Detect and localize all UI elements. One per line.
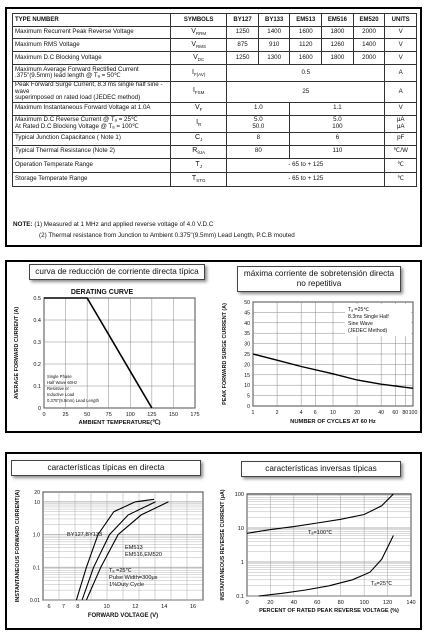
table-row bbox=[13, 102, 417, 115]
unit-cell bbox=[385, 82, 417, 103]
value-cell bbox=[227, 39, 259, 52]
value-cell bbox=[227, 27, 259, 39]
param-cell bbox=[13, 172, 171, 186]
chart-annotation: Pulse Width=300μs bbox=[109, 575, 158, 581]
y-tick-label: 0.1 bbox=[32, 565, 40, 572]
x-tick-label: 7 bbox=[61, 604, 65, 610]
param-text: Storage Temperate Range bbox=[15, 174, 88, 182]
value-cell bbox=[227, 102, 290, 115]
table-row bbox=[13, 65, 417, 82]
param-cell bbox=[13, 82, 171, 103]
value-text: 1.1 bbox=[333, 104, 342, 112]
x-tick-label: 1 bbox=[251, 410, 255, 416]
value-text: 2000 bbox=[362, 28, 376, 36]
y-tick-label: 5 bbox=[247, 393, 250, 400]
y-tick-label: 1 bbox=[240, 560, 244, 566]
x-tick-label: 100 bbox=[408, 410, 418, 416]
value-text: 1600 bbox=[298, 28, 313, 36]
param-text: Operation Temperate Range bbox=[15, 160, 93, 168]
value-cell bbox=[258, 27, 290, 39]
chart-annotation: Half Wave 60Hz bbox=[47, 380, 78, 385]
table-row bbox=[13, 115, 417, 132]
y-tick-label: 0.1 bbox=[33, 384, 41, 390]
value-cell bbox=[322, 52, 354, 65]
x-tick-label: 2 bbox=[275, 410, 279, 416]
symbol-letter: I bbox=[196, 119, 199, 127]
y-tick-label: 35 bbox=[244, 331, 250, 338]
y-tick-label: 15 bbox=[244, 372, 250, 379]
y-tick-label: 20 bbox=[244, 362, 250, 369]
param-text: Maximum D.C Reverse Current @ Tₐ = 25℃ bbox=[15, 116, 138, 123]
unit-cell bbox=[385, 132, 417, 145]
y-tick-label: 0 bbox=[37, 406, 41, 412]
forward-characteristics-chart bbox=[7, 454, 212, 627]
x-tick-label: 125 bbox=[147, 412, 157, 418]
table-header-cell: SYMBOLS bbox=[171, 14, 227, 27]
value-cell bbox=[290, 39, 322, 52]
caption-reverse: características inversas típicas bbox=[241, 461, 401, 477]
x-tick-label: 80 bbox=[402, 410, 409, 416]
value-text: 25 bbox=[302, 87, 310, 95]
symbol-cell bbox=[171, 145, 227, 158]
chart-annotation: Resistive or bbox=[47, 386, 69, 391]
value-cell bbox=[290, 132, 385, 145]
reverse-characteristics-chart bbox=[213, 454, 420, 627]
x-tick-label: 100 bbox=[125, 412, 135, 418]
value-text: 2000 bbox=[362, 53, 376, 61]
y-tick-label: 0.01 bbox=[29, 598, 40, 604]
value-text: 1600 bbox=[298, 53, 313, 61]
series-line bbox=[247, 494, 393, 533]
param-cell bbox=[13, 102, 171, 115]
x-axis-label: NUMBER OF CYCLES AT 60 Hz bbox=[290, 419, 376, 425]
unit-cell bbox=[385, 102, 417, 115]
table-header-cell: UNITS bbox=[385, 14, 417, 27]
value-text: 80 bbox=[254, 147, 262, 155]
symbol-letter: C bbox=[195, 134, 201, 142]
y-axis-label: INSTANTANEOUS REVERSE CURRENT (μA) bbox=[220, 489, 226, 601]
value-text: 1260 bbox=[330, 40, 345, 48]
x-tick-label: 150 bbox=[168, 412, 179, 418]
chart-annotation: Tₐ =25℃ bbox=[109, 568, 132, 574]
symbol-subscript: R bbox=[198, 122, 202, 128]
y-tick-label: 0.3 bbox=[33, 340, 41, 346]
param-text: Maximum D.C Blocking Voltage bbox=[15, 53, 102, 61]
x-tick-label: 12 bbox=[132, 604, 139, 610]
symbol-cell bbox=[171, 27, 227, 39]
derating-surge-panel bbox=[5, 260, 422, 433]
param-cell bbox=[13, 115, 171, 132]
unit-text-2: μA bbox=[396, 122, 405, 130]
x-axis-label: AMBIENT TEMPERATURE(℃) bbox=[78, 420, 161, 426]
unit-cell bbox=[385, 145, 417, 158]
value-cell bbox=[290, 102, 385, 115]
param-text-2: .375"(9.5mm) lead length @ Tₐ = 50℃ bbox=[15, 72, 121, 79]
unit-text: ℃ bbox=[397, 174, 405, 182]
y-tick-label: 1.0 bbox=[32, 532, 40, 539]
table-row bbox=[13, 39, 417, 52]
symbol-letter: R bbox=[192, 147, 198, 155]
value-text: 5.0 bbox=[333, 116, 342, 123]
x-tick-label: 20 bbox=[354, 410, 360, 416]
y-tick-label: 10 bbox=[244, 383, 250, 390]
param-cell bbox=[13, 27, 171, 39]
table-row bbox=[13, 132, 417, 145]
symbol-letter: I bbox=[191, 68, 194, 76]
unit-cell bbox=[385, 172, 417, 186]
param-text-2: At Rated D.C Blocking Voltage @ Tₐ = 100℃ bbox=[15, 122, 139, 130]
x-tick-label: 4 bbox=[299, 410, 303, 416]
unit-cell bbox=[385, 39, 417, 52]
value-text: 8 bbox=[256, 134, 261, 142]
value-cell bbox=[290, 52, 322, 65]
value-cell bbox=[227, 145, 290, 158]
value-cell bbox=[227, 52, 259, 65]
symbol-cell bbox=[171, 115, 227, 132]
param-text: Typical Junction Capacitance ( Note 1) bbox=[15, 134, 121, 142]
y-tick-label: 20 bbox=[34, 490, 40, 496]
param-text: Peak Forward Surge Current, 8.3 ms single half sine - wave bbox=[15, 81, 163, 95]
table-row bbox=[13, 145, 417, 158]
unit-cell bbox=[385, 52, 417, 65]
y-tick-label: 0 bbox=[247, 404, 250, 410]
x-tick-label: 120 bbox=[382, 600, 393, 606]
param-cell bbox=[13, 145, 171, 158]
value-text: 1400 bbox=[362, 40, 376, 48]
param-text-2: superimposed on rated load (JEDEC method) bbox=[15, 94, 141, 101]
value-text-2: 50.0 bbox=[252, 122, 265, 130]
symbol-letter: I bbox=[192, 87, 195, 95]
x-tick-label: 10 bbox=[330, 410, 336, 416]
x-tick-label: 14 bbox=[161, 604, 168, 610]
value-cell bbox=[290, 115, 385, 132]
ratings-table bbox=[12, 13, 417, 187]
table-row bbox=[13, 82, 417, 103]
value-text: 1800 bbox=[330, 28, 345, 36]
spec-table-panel bbox=[5, 7, 422, 247]
unit-text: V bbox=[398, 104, 403, 112]
chart-annotation: 1%Duty Cycle bbox=[109, 582, 145, 588]
symbol-cell bbox=[171, 102, 227, 115]
value-text-2: 100 bbox=[332, 122, 343, 130]
symbol-cell bbox=[171, 65, 227, 82]
value-text: 1250 bbox=[235, 53, 250, 61]
unit-cell bbox=[385, 158, 417, 172]
value-text: - 65 to + 125 bbox=[288, 160, 324, 168]
unit-text: V bbox=[398, 40, 403, 48]
value-text: 1400 bbox=[267, 28, 282, 36]
value-cell bbox=[258, 39, 290, 52]
chart-annotation: (JEDEC Method) bbox=[348, 328, 388, 334]
symbol-letter: T bbox=[191, 174, 197, 182]
y-tick-label: 50 bbox=[244, 300, 250, 306]
param-text: Maximum Average Forward Rectified Current bbox=[15, 65, 139, 73]
symbol-letter: T bbox=[195, 160, 200, 168]
symbol-subscript: RMS bbox=[196, 43, 207, 49]
symbol-cell bbox=[171, 172, 227, 186]
param-cell bbox=[13, 39, 171, 52]
table-header-row bbox=[13, 14, 417, 27]
x-axis-label: FORWARD VOLTAGE (V) bbox=[87, 613, 159, 619]
series-label: BY127,BY133 bbox=[67, 532, 103, 538]
x-tick-label: 10 bbox=[103, 604, 110, 610]
value-text: 1800 bbox=[330, 53, 345, 61]
value-text: 5.0 bbox=[254, 116, 263, 123]
value-cell bbox=[227, 132, 290, 145]
chart-title: DERATING CURVE bbox=[70, 289, 134, 296]
x-tick-label: 140 bbox=[406, 600, 416, 606]
y-tick-label: 25 bbox=[244, 352, 250, 358]
y-tick-label: 10 bbox=[34, 499, 40, 506]
symbol-subscript: F bbox=[199, 107, 203, 113]
symbol-cell bbox=[171, 52, 227, 65]
unit-cell bbox=[385, 65, 417, 82]
x-tick-label: 25 bbox=[62, 412, 69, 418]
y-tick-label: 0.5 bbox=[33, 296, 41, 302]
x-tick-label: 100 bbox=[359, 600, 369, 606]
symbol-letter: V bbox=[194, 104, 200, 112]
series-label: EM516,EM520 bbox=[125, 552, 163, 558]
value-text: 110 bbox=[332, 147, 343, 155]
caption-derating: curva de reducción de corriente directa típica bbox=[29, 264, 205, 280]
unit-text: A bbox=[398, 68, 403, 76]
value-text: 1300 bbox=[267, 53, 282, 61]
table-row bbox=[13, 172, 417, 186]
x-tick-label: 20 bbox=[267, 600, 274, 606]
table-header-cell: BY133 bbox=[258, 14, 290, 27]
param-cell bbox=[13, 52, 171, 65]
symbol-subscript: STG bbox=[196, 177, 206, 183]
x-tick-label: 75 bbox=[105, 412, 112, 418]
symbol-cell bbox=[171, 132, 227, 145]
symbol-subscript: DC bbox=[197, 56, 205, 62]
param-text: Typical Thermal Resistance (Note 2) bbox=[15, 147, 115, 155]
value-text: 0.5 bbox=[301, 68, 311, 76]
value-cell bbox=[322, 39, 354, 52]
derating-curve-chart bbox=[7, 262, 212, 430]
x-tick-label: 6 bbox=[47, 604, 51, 610]
symbol-subscript: RRM bbox=[195, 31, 207, 37]
symbol-letter: V bbox=[191, 28, 196, 36]
symbol-subscript: θJA bbox=[197, 150, 206, 156]
unit-text: A bbox=[398, 87, 403, 95]
symbol-subscript: F(AV) bbox=[193, 71, 206, 77]
y-axis-label: AVERAGE FORWARD CURRENT (A) bbox=[14, 306, 20, 400]
unit-cell bbox=[385, 115, 417, 132]
value-cell bbox=[227, 172, 385, 186]
y-tick-label: 100 bbox=[234, 492, 244, 498]
x-tick-label: 60 bbox=[314, 600, 321, 606]
chart-annotation: Single Phase bbox=[47, 374, 72, 379]
value-text: - 65 to + 125 bbox=[288, 174, 324, 182]
caption-surge: máxima corriente de sobretensión directa no repetitiva bbox=[237, 266, 401, 292]
value-cell bbox=[258, 52, 290, 65]
symbol-letter: V bbox=[193, 53, 198, 61]
note-2: (2) Thermal resistance from Junction to Ambient 0.375"(9.5mm) Lead Length, P.C.B mouted bbox=[39, 232, 295, 239]
table-header-cell: EM520 bbox=[353, 14, 385, 27]
unit-text: V bbox=[398, 28, 403, 36]
table-row bbox=[13, 52, 417, 65]
x-tick-label: 6 bbox=[313, 410, 317, 416]
chart-annotation: Tₐ =25℃ bbox=[348, 307, 370, 313]
symbol-cell bbox=[171, 39, 227, 52]
caption-forward: características típicas en directa bbox=[11, 460, 201, 476]
table-header-cell: TYPE NUMBER bbox=[13, 14, 171, 27]
x-tick-label: 8 bbox=[76, 604, 80, 610]
value-text: 1250 bbox=[235, 28, 250, 36]
table-header-cell: EM513 bbox=[290, 14, 322, 27]
value-cell bbox=[322, 27, 354, 39]
x-tick-label: 60 bbox=[392, 410, 399, 416]
table-header-cell: BY127 bbox=[227, 14, 259, 27]
x-tick-label: 0 bbox=[42, 412, 46, 418]
unit-text: ℃/W bbox=[393, 147, 408, 155]
param-cell bbox=[13, 158, 171, 172]
symbol-subscript: FSM bbox=[194, 90, 205, 96]
param-text: Maximum Instantaneous Forward Voltage at 1.0A bbox=[15, 104, 151, 112]
x-tick-label: 16 bbox=[189, 604, 197, 610]
value-cell bbox=[227, 115, 290, 132]
value-cell bbox=[353, 39, 385, 52]
param-text: Maximum Recurrent Peak Reverse Voltage bbox=[15, 28, 134, 36]
series-label: Tₐ=100℃ bbox=[308, 530, 333, 536]
y-tick-label: 45 bbox=[244, 310, 250, 317]
table-header-cell: EM516 bbox=[322, 14, 354, 27]
symbol-cell bbox=[171, 82, 227, 103]
param-cell bbox=[13, 132, 171, 145]
y-tick-label: 40 bbox=[244, 320, 250, 327]
unit-text: ℃ bbox=[397, 160, 405, 168]
y-tick-label: 10 bbox=[237, 526, 244, 532]
value-cell bbox=[227, 82, 385, 103]
forward-reverse-panel bbox=[5, 452, 422, 630]
value-text: 910 bbox=[269, 40, 280, 48]
chart-annotation: Inductive Load bbox=[47, 392, 75, 397]
unit-text: V bbox=[398, 53, 403, 61]
note-1: (1) Measured at 1 MHz and applied reverse voltage of 4.0 V.D.C bbox=[34, 221, 214, 228]
value-cell bbox=[353, 27, 385, 39]
note-label: NOTE: bbox=[13, 221, 33, 228]
x-tick-label: 40 bbox=[378, 410, 385, 416]
y-axis-label: PEAK FORWARD SURGE CURRENT (A) bbox=[222, 303, 228, 405]
chart-annotation: 8.3ms Single Half bbox=[348, 314, 389, 320]
value-text: 6 bbox=[335, 134, 340, 142]
symbol-subscript: J bbox=[199, 163, 202, 169]
value-cell bbox=[290, 145, 385, 158]
symbol-subscript: J bbox=[200, 137, 203, 143]
y-tick-label: 0.2 bbox=[33, 362, 41, 368]
table-row bbox=[13, 158, 417, 172]
symbol-cell bbox=[171, 158, 227, 172]
series-label: EM513 bbox=[125, 545, 143, 551]
chart-annotation: 0.375"(9.5mm) Lead Length bbox=[47, 398, 100, 403]
y-tick-label: 0.1 bbox=[236, 594, 244, 600]
value-text: 1.0 bbox=[254, 104, 263, 112]
param-cell bbox=[13, 65, 171, 82]
x-tick-label: 50 bbox=[84, 412, 91, 418]
value-text: 1120 bbox=[299, 40, 313, 48]
param-text: Maximum RMS Voltage bbox=[15, 40, 80, 48]
table-notes bbox=[13, 219, 418, 241]
x-tick-label: 0 bbox=[245, 600, 249, 606]
unit-text: μA bbox=[396, 116, 405, 123]
x-tick-label: 175 bbox=[190, 412, 200, 418]
value-cell bbox=[290, 27, 322, 39]
value-text: 875 bbox=[237, 40, 248, 48]
y-tick-label: 0.4 bbox=[33, 318, 41, 324]
y-axis-label: INSTANTANEOUS FORWARD CURRENT(A) bbox=[15, 489, 21, 603]
unit-text: pF bbox=[397, 134, 405, 142]
series-label: Tₐ=25℃ bbox=[371, 581, 393, 587]
y-tick-label: 30 bbox=[244, 341, 250, 348]
unit-cell bbox=[385, 27, 417, 39]
x-tick-label: 80 bbox=[337, 600, 344, 606]
symbol-letter: V bbox=[191, 40, 197, 48]
x-tick-label: 40 bbox=[290, 600, 297, 606]
value-cell bbox=[227, 158, 385, 172]
x-axis-label: PERCENT OF RATED PEAK REVERSE VOLTAGE (%) bbox=[259, 608, 399, 614]
value-cell bbox=[227, 65, 385, 82]
value-cell bbox=[353, 52, 385, 65]
table-row bbox=[13, 27, 417, 39]
chart-annotation: Sine Wave bbox=[348, 321, 373, 327]
